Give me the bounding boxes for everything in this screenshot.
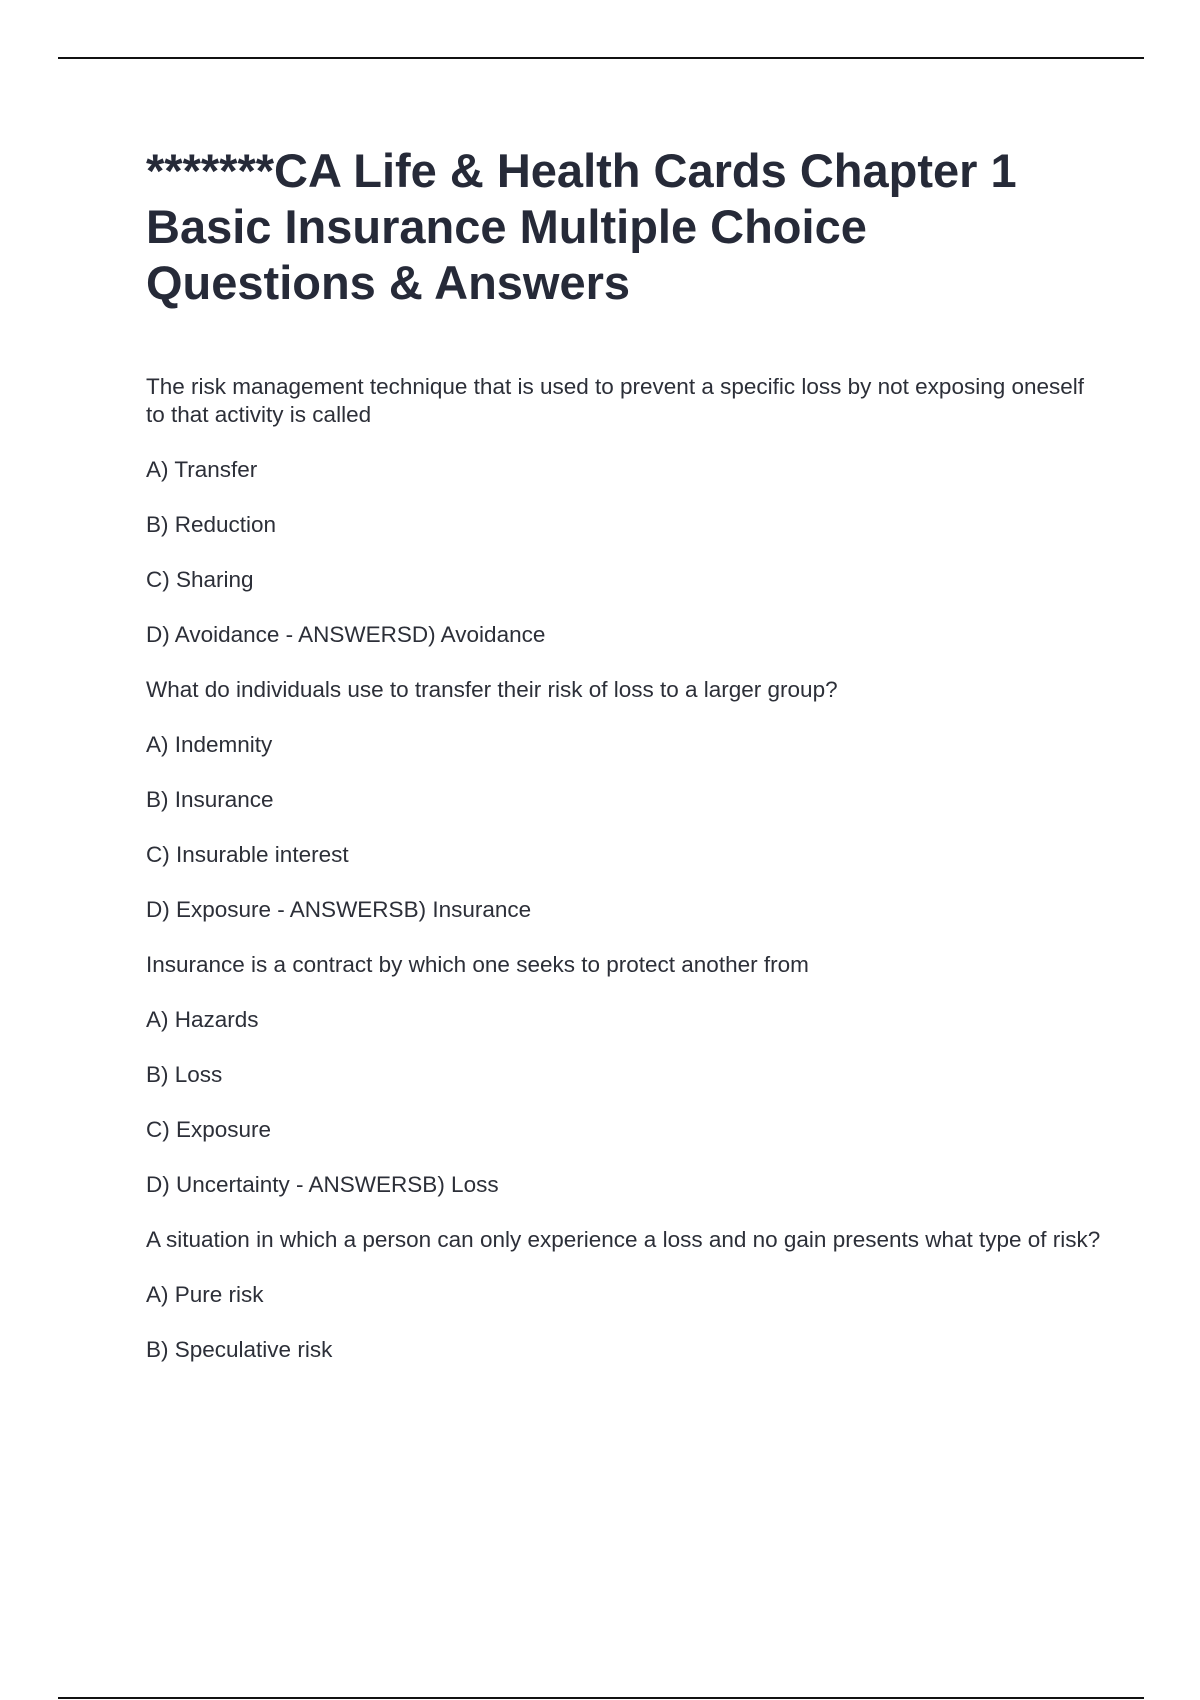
answer-option-with-answer: D) Uncertainty - ANSWERSB) Loss	[146, 1172, 499, 1197]
answer-option-with-answer: D) Exposure - ANSWERSB) Insurance	[146, 897, 532, 922]
answer-option: B) Reduction	[146, 512, 277, 537]
answer-option: A) Indemnity	[146, 732, 273, 757]
question-text: What do individuals use to transfer their risk of loss to a larger group?	[146, 677, 838, 702]
answer-option: C) Exposure	[146, 1117, 272, 1142]
answer-option: A) Pure risk	[146, 1282, 264, 1307]
answer-option: A) Hazards	[146, 1007, 259, 1032]
document-content	[146, 143, 1106, 1364]
document-title: *******CA Life & Health Cards Chapter 1 Basic Insurance Multiple Choice Questions & Answers	[146, 144, 1017, 309]
bottom-divider	[58, 1697, 1144, 1699]
question-text: A situation in which a person can only experience a loss and no gain presents what type of risk?	[146, 1227, 1101, 1252]
answer-option-with-answer: D) Avoidance - ANSWERSD) Avoidance	[146, 622, 546, 647]
top-divider	[58, 57, 1144, 59]
answer-option: C) Sharing	[146, 567, 254, 592]
question-text: The risk management technique that is used to prevent a specific loss by not exposing oneself to that activity is called	[146, 374, 1085, 427]
answer-option: B) Insurance	[146, 787, 274, 812]
answer-option: B) Loss	[146, 1062, 223, 1087]
question-answer-list	[146, 373, 1106, 1364]
answer-option: A) Transfer	[146, 457, 258, 482]
question-text: Insurance is a contract by which one seeks to protect another from	[146, 952, 809, 977]
answer-option: C) Insurable interest	[146, 842, 349, 867]
answer-option: B) Speculative risk	[146, 1337, 333, 1362]
